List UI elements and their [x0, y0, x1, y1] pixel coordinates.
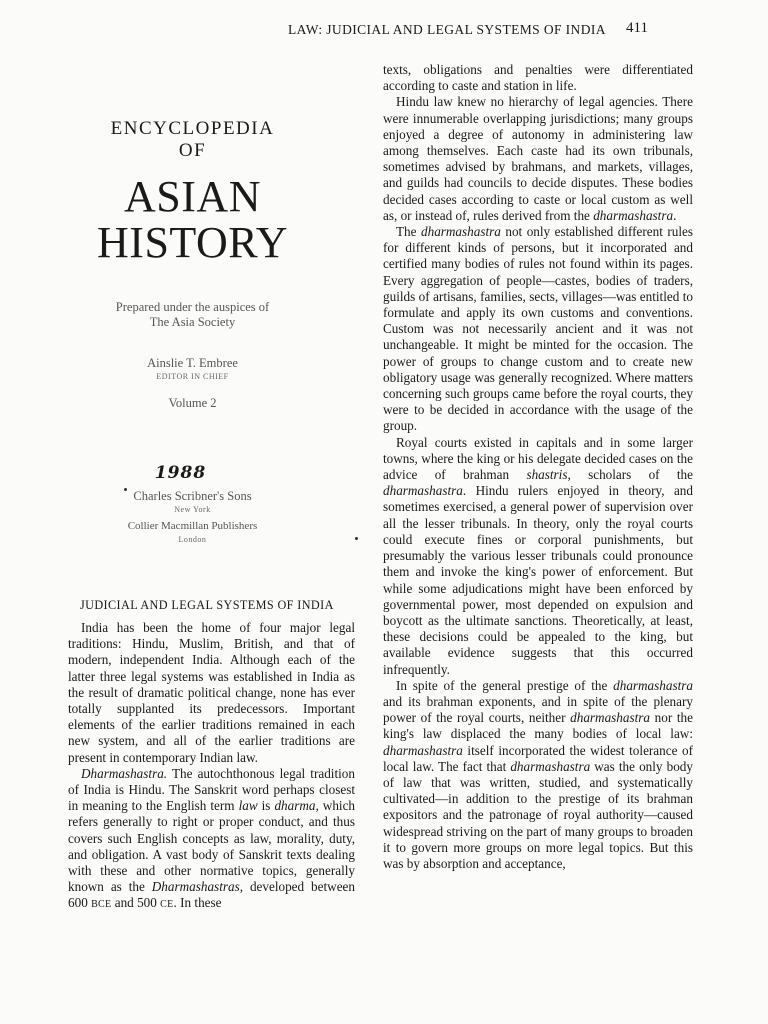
title-line-asian: ASIAN [124, 172, 261, 221]
prestige-paragraph: In spite of the general prestige of the dharmashastra and its brahman exponents, and in spite of the plenary power of the royal courts, neither dharmashastra nor the king's law displaced the many bodies of local law: dharmashastra itself incorporated the widest tolerance of local law. The fact that dharmashastra was the only body of law that was written, studied, and systematically cultivated—in addition to the prestige of its brahman expositors and the patronage of royal authority—caused widespread striving on the part of many groups to broaden it to govern more groups on more legal topics. But this was by absorption and acceptance, [383, 677, 693, 871]
society-line: The Asia Society [149, 315, 236, 329]
dharmashastra-paragraph: Dharmashastra. The autochthonous legal tradition of India is Hindu. The Sanskrit word perhaps closest in meaning to the English term law is dharma, which refers generally to right or proper conduct, and thus covers such English concepts as law, morality, duty, and obligation. A vast body of Sanskrit texts dealing with these and other normative topics, generally known as the Dharmashastras, developed between 600 BCE and 500 CE. In these [68, 765, 356, 911]
left-column [68, 620, 355, 914]
publisher-name: Charles Scribner's Sons [133, 489, 252, 503]
prepared-line: Prepared under the auspices of [115, 300, 270, 314]
handwritten-year: 1988 [154, 463, 207, 483]
publisher-city: New York [174, 505, 211, 514]
editor-role: EDITOR IN CHIEF [156, 372, 229, 381]
title-line-of: OF [178, 140, 207, 161]
running-head: LAW: JUDICIAL AND LEGAL SYSTEMS OF INDIA [288, 22, 606, 37]
volume-label: Volume 2 [168, 396, 217, 410]
article-heading: JUDICIAL AND LEGAL SYSTEMS OF INDIA [80, 598, 334, 612]
royal-courts-paragraph: Royal courts existed in capitals and in some larger towns, where the king or his delegate decided cases on the advice of brahman shastris, scholars of the dharmashastra. Hindu rulers enjoyed in theory, and sometimes exercised, a general power of supervision over all the lesser tribunals. In theory, only the royal courts could execute fines or corporal punishments, but presumably the various lesser tribunals could pronounce them and invoke the king's power of enforcement. But while some adjudications might have been enforced by governmental power, most depended on expulsion and boycott as the ultimate sanctions. Theoretically, at least, these decisions could be appealed to the king, but available evidence suggests that this occurred infrequently. [383, 434, 693, 677]
hierarchy-paragraph: Hindu law knew no hierarchy of legal agencies. There were innumerable overlapping jurisdictions; many groups enjoyed a degree of autonomy in administering law among themselves. Each caste had its own tribunals, sometimes advised by brahmans, and markets, villages, and guilds had councils to decide disputes. These bodies decided cases according to caste or local custom as well as, or instead of, rules derived from the dharmashastra. [383, 94, 693, 223]
page-number: 411 [626, 20, 648, 36]
custom-paragraph: The dharmashastra not only established different rules for different kinds of persons, but it incorporated and certified many bodies of rules not found within its pages. Every aggregation of people—castes, bodies of traders, guilds of artisans, families, sects, villages—was entitled to formulate and apply its own customs and conventions. Custom was not necessarily ancient and it was not unchangeable. It might be minted for the occasion. The power of groups to change custom and to create new obligatory usage was generally recognized. Where matters concerning such groups came before the royal courts, they were to be decided in accordance with the usage of the group. [383, 224, 693, 434]
title-line-encyclopedia: ENCYCLOPEDIA [110, 118, 275, 139]
title-line-history: HISTORY [97, 218, 288, 267]
paragraph-lead: Dharmashastra. [81, 765, 168, 781]
editor-name: Ainslie T. Embree [147, 356, 238, 370]
continued-paragraph: texts, obligations and penalties were differentiated according to caste and station in life. [383, 62, 693, 94]
title-page-stamp [60, 118, 325, 545]
right-column [383, 62, 693, 872]
scan-speck [124, 488, 127, 491]
scan-speck [355, 537, 358, 540]
copublisher-city: London [178, 535, 207, 544]
copublisher-name: Collier Macmillan Publishers [127, 520, 258, 532]
intro-paragraph: India has been the home of four major legal traditions: Hindu, Muslim, British, and that of modern, independent India. Although each of the latter three legal systems was established in India as the result of dramatic political change, none has ever totally supplanted its predecessors. Important elements of the earlier traditions remained in each new system, and all of the earlier traditions are present in contemporary Indian law. [68, 620, 355, 765]
